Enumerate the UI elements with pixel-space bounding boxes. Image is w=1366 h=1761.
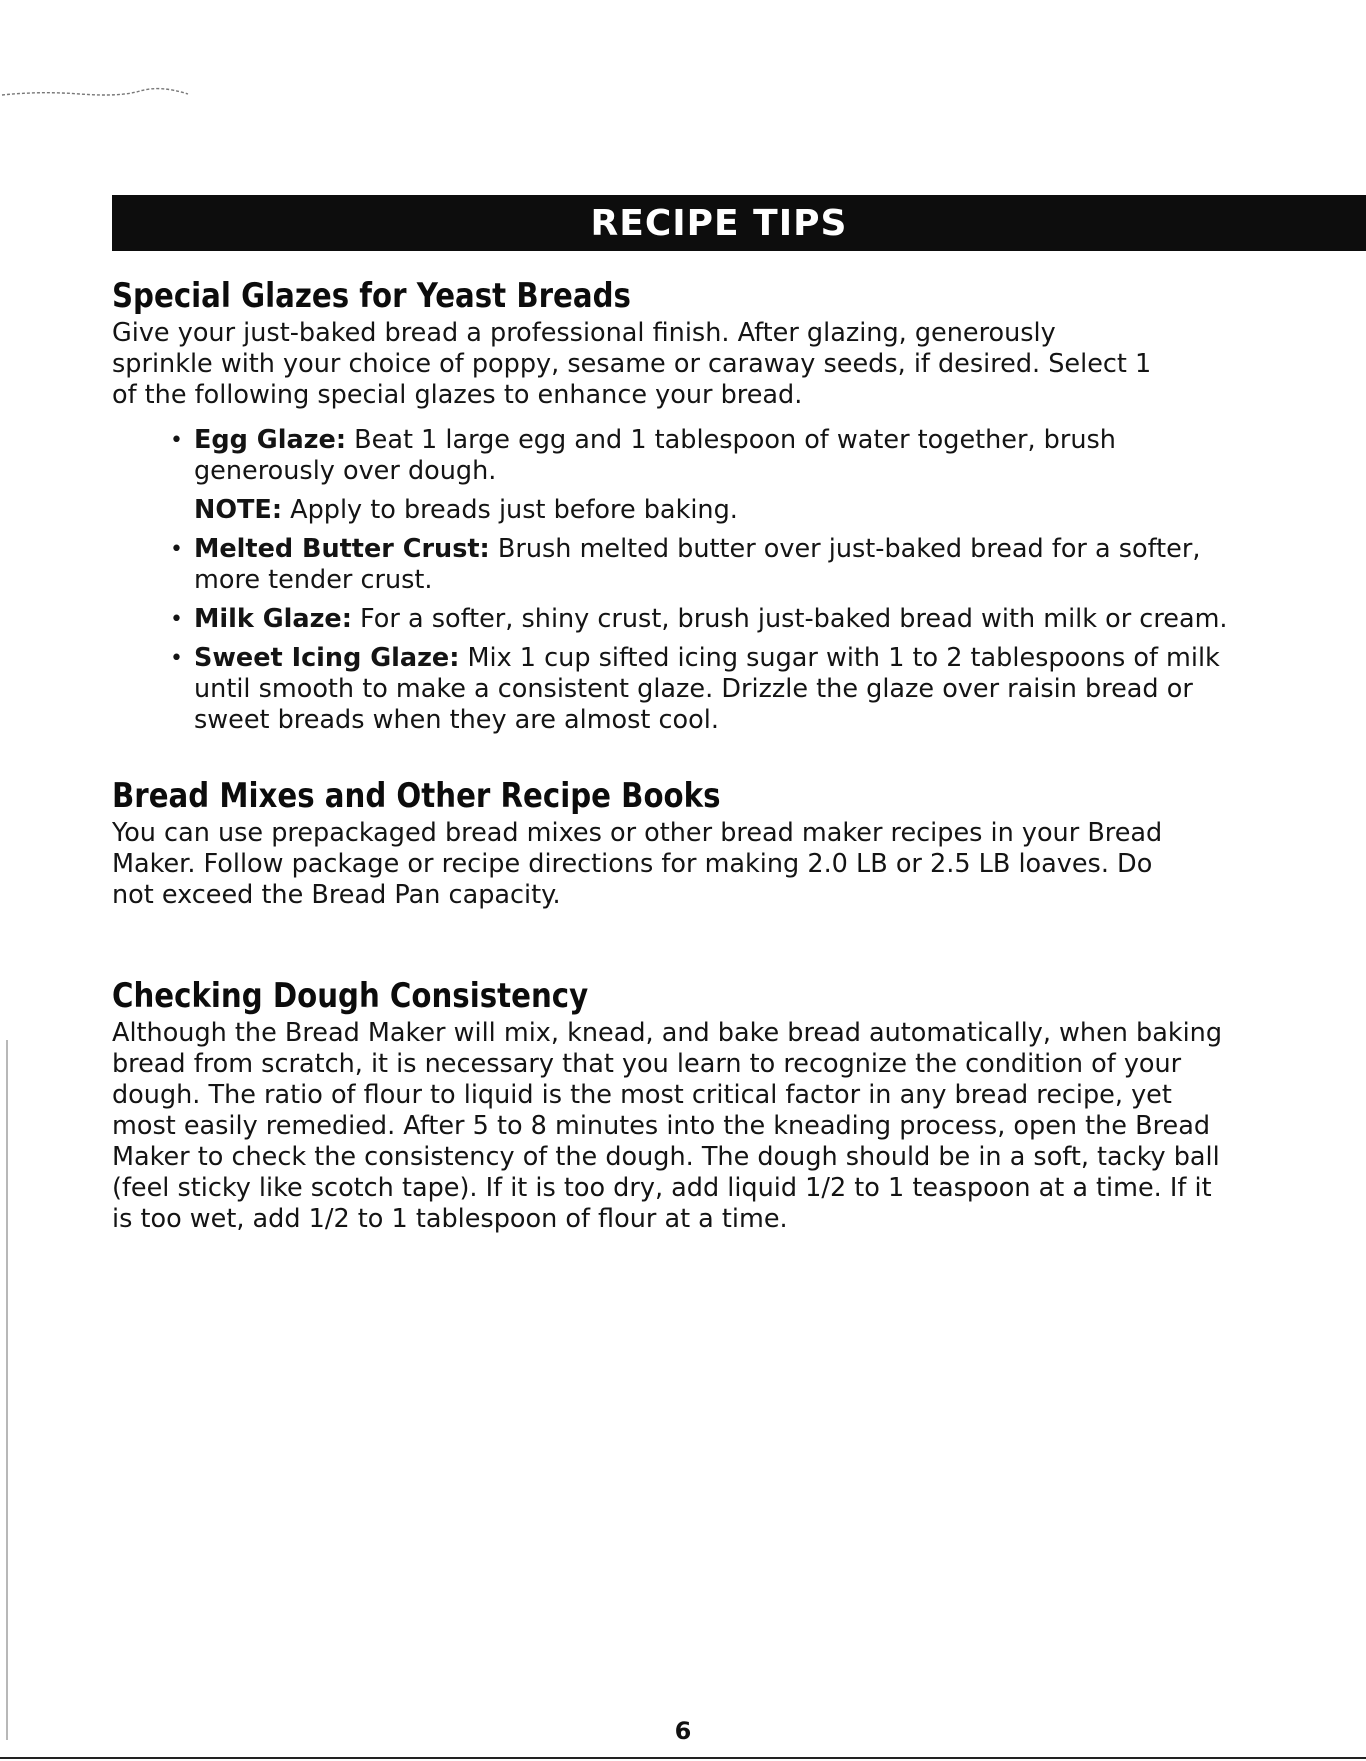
- glazes-intro: Give your just-baked bread a professional finish. After glazing, generously sprinkle with your choice of poppy, sesame or caraway seeds, if desired. Select 1 of the following special glazes to enhance your bread.: [112, 318, 1152, 410]
- milk-glaze-label: Milk Glaze:: [194, 604, 352, 634]
- egg-glaze-text: Beat 1 large egg and 1 tablespoon of water together, brush generously over dough.: [194, 425, 1116, 486]
- glazes-list: [112, 425, 1262, 736]
- dough-body: Although the Bread Maker will mix, knead, and bake bread automatically, when baking bread from scratch, it is necessary that you learn to recognize the condition of your dough. The ratio of flour to liquid is the most critical factor in any bread recipe, yet most easily remedied. After 5 to 8 minutes into the kneading process, open the Bread Maker to check the consistency of the dough. The dough should be in a soft, tacky ball (feel sticky like scotch tape). If it is too dry, add liquid 1/2 to 1 teaspoon at a time. If it is too wet, add 1/2 to 1 tablespoon of flour at a time.: [112, 1018, 1223, 1234]
- glazes-heading: Special Glazes for Yeast Breads: [112, 276, 631, 316]
- egg-glaze-note: [194, 495, 1262, 526]
- sweet-icing-label: Sweet Icing Glaze:: [194, 643, 460, 673]
- dough-section: [112, 976, 1262, 1235]
- mixes-heading: Bread Mixes and Other Recipe Books: [112, 776, 721, 816]
- page-title: RECIPE TIPS: [590, 202, 848, 244]
- list-item-melted-butter: [170, 534, 1262, 596]
- bullet-icon: •: [170, 607, 183, 632]
- page-bottom-edge: [0, 1757, 1366, 1759]
- note-text: Apply to breads just before baking.: [282, 495, 738, 525]
- section-header-bar: [112, 195, 1366, 251]
- list-item-milk-glaze: [170, 604, 1262, 635]
- dough-heading: Checking Dough Consistency: [112, 976, 589, 1016]
- melted-butter-label: Melted Butter Crust:: [194, 534, 490, 564]
- bullet-icon: •: [170, 428, 183, 453]
- list-item-sweet-icing: [170, 643, 1262, 736]
- note-label: NOTE:: [194, 495, 283, 525]
- page-number: 6: [674, 1717, 692, 1745]
- milk-glaze-text: For a softer, shiny crust, brush just-baked bread with milk or cream.: [351, 604, 1228, 634]
- sweet-icing-text: Mix 1 cup sifted icing sugar with 1 to 2 tablespoons of milk until smooth to make a consistent glaze. Drizzle the glaze over raisin bread or sweet breads when they are almost cool.: [194, 643, 1220, 735]
- list-item-egg-glaze: [170, 425, 1262, 526]
- mixes-body: You can use prepackaged bread mixes or other bread maker recipes in your Bread Maker. Follow package or recipe directions for making 2.0 LB or 2.5 LB loaves. Do not exceed the Bread Pan capacity.: [112, 818, 1163, 910]
- glazes-section: [112, 276, 1262, 744]
- scan-margin-line: [6, 1040, 8, 1740]
- egg-glaze-label: Egg Glaze:: [194, 425, 347, 455]
- mixes-section: [112, 776, 1262, 911]
- melted-butter-text: Brush melted butter over just-baked bread for a softer, more tender crust.: [194, 534, 1201, 595]
- bullet-icon: •: [170, 646, 183, 671]
- scan-artifact: [0, 84, 190, 98]
- bullet-icon: •: [170, 537, 183, 562]
